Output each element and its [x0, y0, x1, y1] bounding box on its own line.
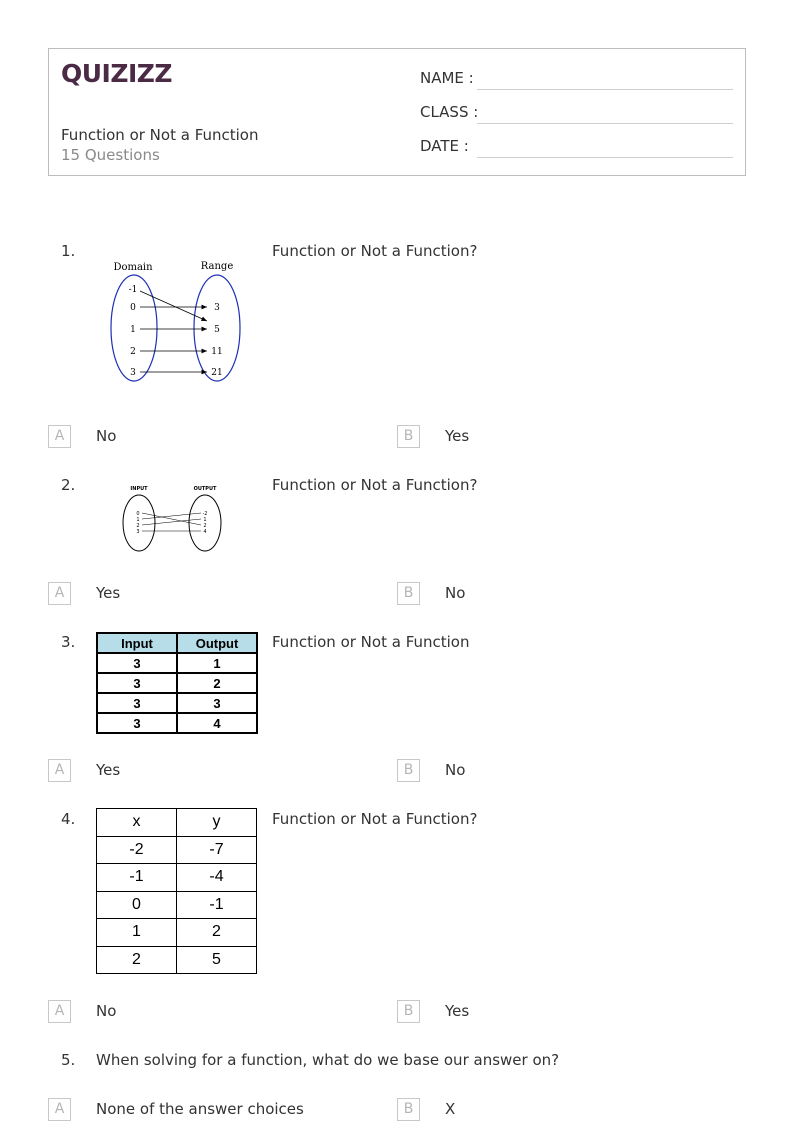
mapping-diagram-q2 [115, 482, 230, 554]
table-cell: 3 [97, 653, 177, 673]
question-number: 4. [61, 810, 76, 828]
input-value: 3 [136, 529, 140, 535]
question-count: 15 Questions [61, 146, 160, 164]
output-value: 4 [203, 529, 207, 535]
option-b-text[interactable]: Yes [445, 1002, 470, 1020]
date-label: DATE : [420, 137, 469, 155]
mapping-line [142, 513, 201, 519]
table-cell: 0 [97, 891, 177, 919]
option-a-box[interactable]: A [48, 582, 71, 605]
table-row [97, 673, 257, 693]
output-value: 1 [203, 517, 207, 523]
table-cell: 1 [177, 653, 257, 673]
table-row [97, 836, 257, 864]
quizizz-logo: QUIZIZZ [61, 59, 173, 88]
mapping-line [142, 519, 201, 525]
mapping-arrow [140, 291, 207, 321]
table-cell: 2 [177, 673, 257, 693]
table-cell: 3 [177, 693, 257, 713]
table-cell: -7 [177, 836, 257, 864]
worksheet-header [48, 48, 746, 176]
table-cell: -1 [97, 864, 177, 892]
date-field[interactable] [477, 157, 733, 158]
mapping-line [142, 513, 201, 525]
question-text: Function or Not a Function? [272, 242, 478, 260]
option-b-box[interactable]: B [397, 1000, 420, 1023]
range-value: 21 [211, 368, 223, 378]
option-a-box[interactable]: A [48, 1000, 71, 1023]
table-row [97, 946, 257, 974]
domain-label: Domain [113, 262, 153, 273]
option-a-box[interactable]: A [48, 1098, 71, 1121]
table-row [97, 891, 257, 919]
worksheet-title: Function or Not a Function [61, 126, 259, 144]
table-row [97, 693, 257, 713]
table-header: Output [177, 633, 257, 653]
range-value: 11 [211, 347, 223, 357]
option-a-text[interactable]: No [96, 1002, 117, 1020]
option-b-text[interactable]: X [445, 1100, 456, 1118]
table-header: Input [97, 633, 177, 653]
output-value: -2 [202, 511, 208, 517]
table-cell: 3 [97, 713, 177, 733]
option-b-text[interactable]: Yes [445, 427, 470, 445]
domain-value: 3 [130, 368, 136, 378]
question-text: Function or Not a Function [272, 633, 470, 651]
option-a-box[interactable]: A [48, 759, 71, 782]
table-header: y [177, 809, 257, 837]
input-value: 1 [136, 517, 140, 523]
table-cell: -1 [177, 891, 257, 919]
mapping-diagram-q1 [100, 255, 260, 390]
table-cell: -4 [177, 864, 257, 892]
question-text: When solving for a function, what do we base our answer on? [96, 1051, 560, 1069]
option-a-text[interactable]: No [96, 427, 117, 445]
table-row [97, 653, 257, 673]
class-label: CLASS : [420, 103, 479, 121]
table-cell: -2 [97, 836, 177, 864]
table-row [97, 864, 257, 892]
table-row [97, 919, 257, 947]
question-text: Function or Not a Function? [272, 476, 478, 494]
output-label: OUTPUT [193, 486, 217, 492]
domain-value: 1 [130, 325, 136, 335]
input-label: INPUT [130, 486, 148, 492]
domain-value: 0 [130, 303, 136, 313]
option-a-text[interactable]: Yes [96, 761, 121, 779]
range-value: 5 [214, 325, 220, 335]
name-field[interactable] [477, 89, 733, 90]
option-b-text[interactable]: No [445, 584, 466, 602]
input-value: 0 [136, 511, 140, 517]
table-cell: 2 [177, 919, 257, 947]
option-b-box[interactable]: B [397, 1098, 420, 1121]
table-cell: 1 [97, 919, 177, 947]
table-cell: 4 [177, 713, 257, 733]
output-value: 2 [203, 523, 207, 529]
xy-table [96, 808, 257, 974]
range-value: 3 [214, 303, 220, 313]
class-field[interactable] [477, 123, 733, 124]
option-b-text[interactable]: No [445, 761, 466, 779]
table-cell: 3 [97, 693, 177, 713]
question-number: 1. [61, 242, 76, 260]
range-label: Range [200, 261, 234, 272]
name-label: NAME : [420, 69, 474, 87]
domain-value: 2 [130, 347, 136, 357]
question-number: 3. [61, 633, 76, 651]
question-number: 2. [61, 476, 76, 494]
option-b-box[interactable]: B [397, 582, 420, 605]
table-cell: 5 [177, 946, 257, 974]
option-b-box[interactable]: B [397, 425, 420, 448]
input-output-table [96, 632, 258, 734]
option-a-text[interactable]: Yes [96, 584, 121, 602]
table-cell: 3 [97, 673, 177, 693]
table-header: x [97, 809, 177, 837]
input-value: 2 [136, 523, 140, 529]
option-a-text[interactable]: None of the answer choices [96, 1100, 304, 1118]
option-b-box[interactable]: B [397, 759, 420, 782]
domain-value: -1 [128, 285, 138, 295]
question-text: Function or Not a Function? [272, 810, 478, 828]
table-cell: 2 [97, 946, 177, 974]
question-number: 5. [61, 1051, 76, 1069]
table-row [97, 713, 257, 733]
option-a-box[interactable]: A [48, 425, 71, 448]
